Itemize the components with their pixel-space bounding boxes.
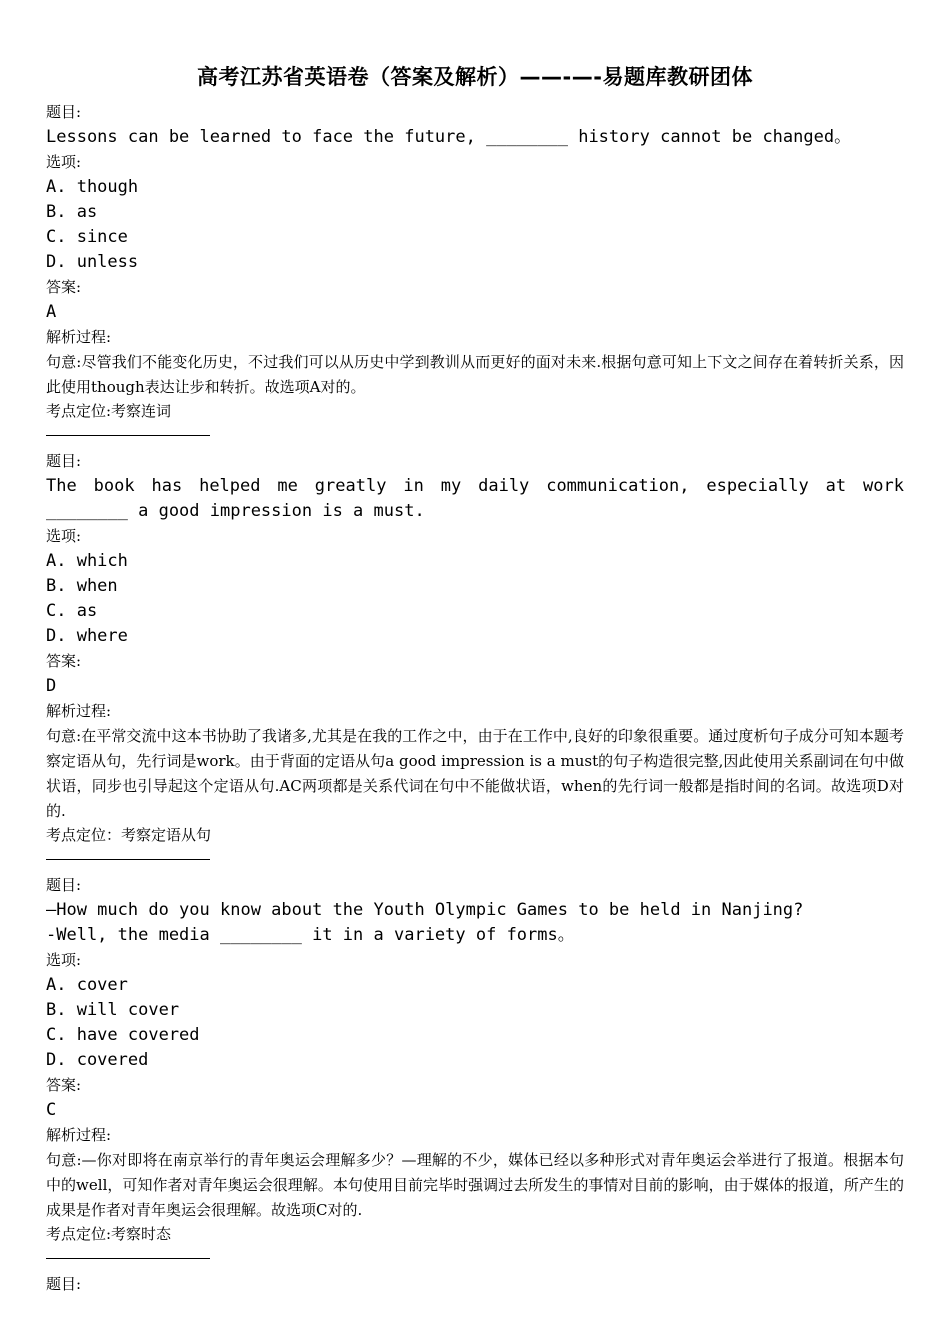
question-label: 题目: <box>46 876 82 895</box>
options-label: 选项: <box>46 153 82 171</box>
question-label: 题目: <box>46 103 82 121</box>
question-list <box>46 100 904 1297</box>
option-c: C. as <box>46 601 98 622</box>
question-label: 题目: <box>46 452 82 471</box>
question-block <box>46 100 904 436</box>
option-b: B. will cover <box>46 1000 180 1021</box>
section-divider <box>46 435 210 436</box>
answer-value: D <box>46 676 57 697</box>
focus-point: 考点定位：考察定语从句 <box>46 826 212 845</box>
answer-value: C <box>46 1100 57 1121</box>
document-title: 高考江苏省英语卷（答案及解析）——-—-易题库教研团体 <box>197 65 753 89</box>
options-label: 选项: <box>46 527 82 546</box>
question-stem-line-1: —How much do you know about the Youth Olympic Games to be held in Nanjing? <box>46 900 804 921</box>
question-stem: Lessons can be learned to face the future, ________ history cannot be changed。 <box>46 127 852 147</box>
question-label: 题目: <box>46 1275 82 1294</box>
answer-label: 答案: <box>46 1076 82 1095</box>
focus-point: 考点定位:考察连词 <box>46 402 172 421</box>
option-a: A. which <box>46 551 128 572</box>
option-d: D. unless <box>46 252 139 272</box>
question-stem: The book has helped me greatly in my daily communication, especially at work ________ a good impression is a must. <box>46 476 904 522</box>
answer-value: A <box>46 302 57 322</box>
explanation-text: 句意:尽管我们不能变化历史，不过我们可以从历史中学到教训从而更好的面对未来.根据句意可知上下文之间存在着转折关系，因此使用though表达让步和转折。故选项A对的。 <box>46 353 904 396</box>
option-c: C. since <box>46 227 128 247</box>
answer-label: 答案: <box>46 278 82 296</box>
answer-label: 答案: <box>46 652 82 671</box>
explanation-label: 解析过程: <box>46 328 112 346</box>
option-a: A. though <box>46 177 139 197</box>
section-divider <box>46 859 210 860</box>
options-label: 选项: <box>46 951 82 970</box>
option-d: D. where <box>46 626 128 647</box>
option-d: D. covered <box>46 1050 149 1071</box>
question-block <box>46 1272 904 1297</box>
explanation-label: 解析过程: <box>46 1126 112 1145</box>
section-divider <box>46 1258 210 1259</box>
option-b: B. when <box>46 576 118 597</box>
question-block <box>46 873 904 1259</box>
option-b: B. as <box>46 202 98 222</box>
option-a: A. cover <box>46 975 128 996</box>
focus-point: 考点定位:考察时态 <box>46 1225 172 1244</box>
explanation-text: 句意:在平常交流中这本书协助了我诸多,尤其是在我的工作之中，由于在工作中,良好的印象很重要。通过度析句子成分可知本题考察定语从句，先行词是work。由于背面的定语从句a good impression is a must的句子构造很完整,因此使用关系副词在句中做状语，同步也引导起这个定语从句.AC两项都是关系代词在句中不能做状语，when的先行词一般都是指时间的名词。故选项D对的. <box>46 727 904 820</box>
question-stem-line-2: -Well, the media ________ it in a variety of forms。 <box>46 925 575 946</box>
question-block <box>46 449 904 860</box>
explanation-label: 解析过程: <box>46 702 112 721</box>
explanation-text: 句意:—你对即将在南京举行的青年奥运会理解多少？—理解的不少，媒体已经以多种形式对青年奥运会举进行了报道。根据本句中的well，可知作者对青年奥运会很理解。本句使用目前完毕时强调过去所发生的事情对目前的影响，由于媒体的报道，所产生的成果是作者对青年奥运会很理解。故选项C对的. <box>46 1151 904 1219</box>
option-c: C. have covered <box>46 1025 200 1046</box>
